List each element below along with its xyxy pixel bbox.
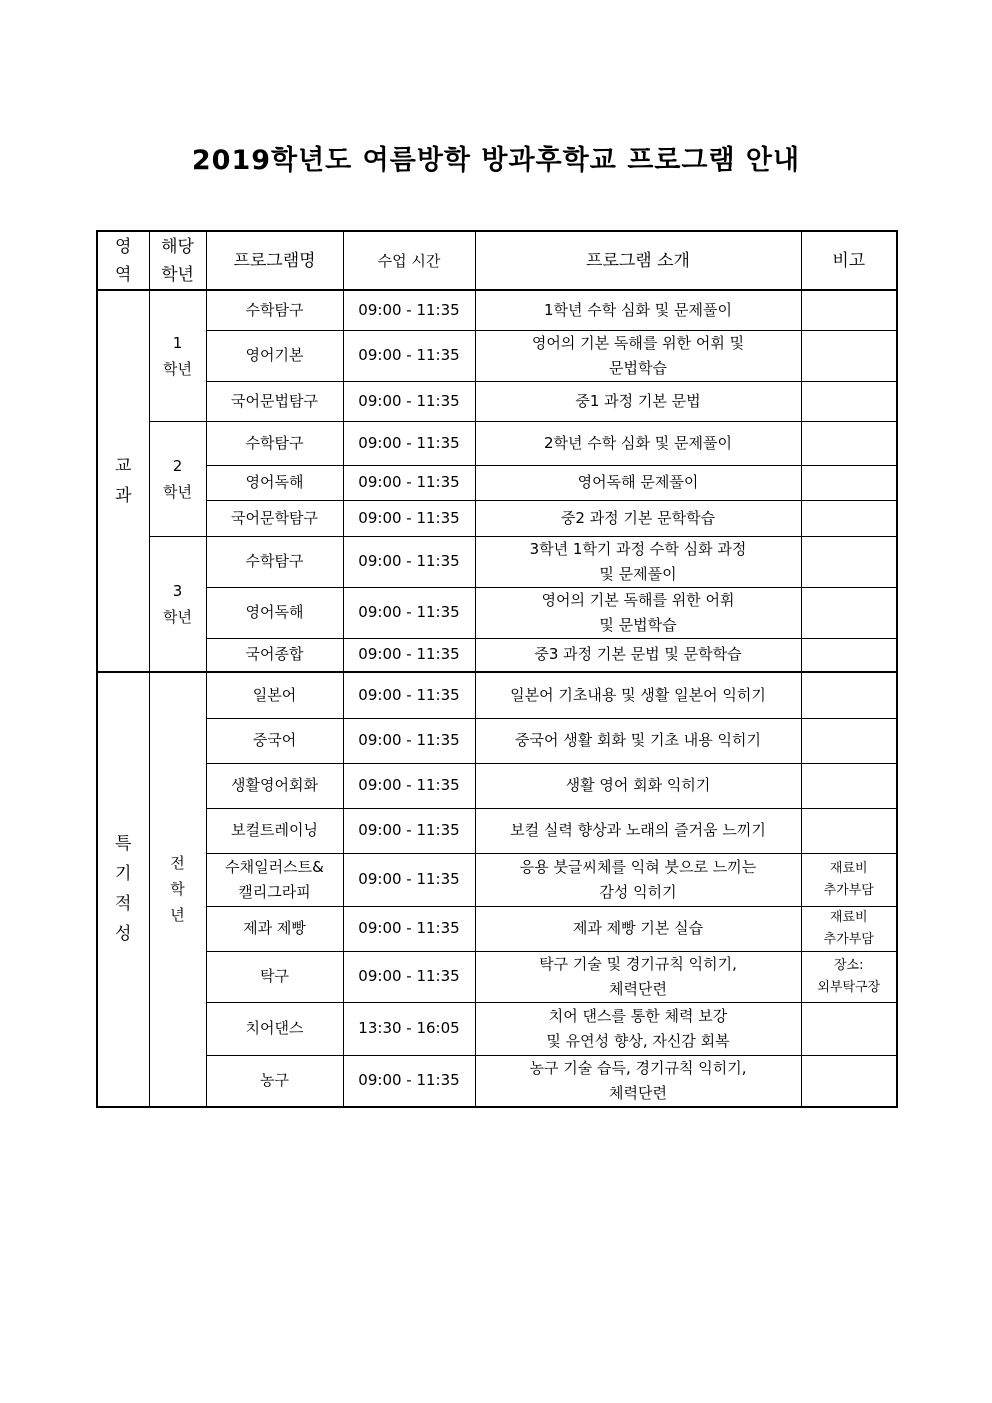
- program-intro: [475, 1002, 801, 1055]
- class-time-line: 13:30 - 16:05: [358, 1019, 460, 1037]
- program-intro-line: 보컬 실력 향상과 노래의 즐거움 느끼기: [510, 821, 766, 839]
- program-intro-line: 및 문제풀이: [599, 564, 677, 583]
- table-row: [97, 1055, 897, 1107]
- class-time: [343, 290, 475, 330]
- program-name-line: 탁구: [260, 967, 289, 985]
- class-time-line: 09:00 - 11:35: [358, 1071, 460, 1089]
- program-name: [206, 906, 343, 951]
- program-note-line: 장소:: [834, 957, 864, 973]
- class-time: [343, 808, 475, 853]
- program-name: [206, 465, 343, 500]
- table-row: [97, 808, 897, 853]
- program-note: [801, 1002, 897, 1055]
- class-time-line: 09:00 - 11:35: [358, 685, 460, 704]
- page-title: 2019학년도 여름방학 방과후학교 프로그램 안내: [191, 145, 801, 176]
- table-row: [97, 290, 897, 330]
- program-name: [206, 1002, 343, 1055]
- class-time: [343, 1002, 475, 1055]
- header-note: 비고: [801, 231, 897, 290]
- program-intro: [475, 718, 801, 763]
- header-program: 프로그램명: [206, 231, 343, 290]
- program-intro: [475, 808, 801, 853]
- class-time: [343, 330, 475, 381]
- program-intro-line: 제과 제빵 기본 실습: [572, 919, 704, 937]
- program-note-line: 재료비: [829, 860, 868, 876]
- class-time: [343, 536, 475, 587]
- program-intro: [475, 853, 801, 906]
- program-note: [801, 951, 897, 1002]
- program-note: [801, 381, 897, 421]
- table-row: [97, 638, 897, 672]
- class-time-line: 09:00 - 11:35: [358, 821, 460, 839]
- section-subject: 교 과: [97, 290, 149, 672]
- program-intro-line: 중2 과정 기본 문학학습: [560, 508, 716, 527]
- program-name-line: 캘리그라피: [238, 882, 311, 901]
- table-row: [97, 906, 897, 951]
- program-intro: [475, 290, 801, 330]
- program-intro-line: 치어 댄스를 통한 체력 보강: [548, 1006, 728, 1025]
- program-intro: [475, 1055, 801, 1107]
- program-intro: [475, 381, 801, 421]
- program-intro-line: 응용 붓글씨체를 익혀 붓으로 느끼는: [519, 857, 757, 876]
- program-intro-line: 중3 과정 기본 문법 및 문학학습: [534, 645, 742, 664]
- grade-1: 1 학년: [149, 290, 206, 421]
- program-name-line: 생활영어회화: [231, 776, 318, 794]
- table-row: [97, 381, 897, 421]
- program-intro: [475, 638, 801, 672]
- program-name-line: 수채일러스트&: [225, 857, 324, 876]
- program-note: [801, 763, 897, 808]
- program-intro: [475, 465, 801, 500]
- table-row: [97, 763, 897, 808]
- program-name-line: 영어기본: [245, 346, 304, 364]
- grade-2: 2 학년: [149, 421, 206, 536]
- class-time-line: 09:00 - 11:35: [358, 508, 460, 527]
- program-intro: [475, 906, 801, 951]
- program-note-line: 재료비: [829, 909, 868, 925]
- program-intro-line: 2학년 수학 심화 및 문제풀이: [543, 433, 732, 452]
- program-note: [801, 536, 897, 587]
- program-name-line: 국어종합: [245, 645, 304, 664]
- program-name-line: 제과 제빵: [243, 919, 306, 937]
- program-name: [206, 853, 343, 906]
- program-name: [206, 330, 343, 381]
- program-name: [206, 638, 343, 672]
- class-time-line: 09:00 - 11:35: [358, 346, 460, 364]
- table-row: [97, 951, 897, 1002]
- program-name: [206, 672, 343, 718]
- class-time: [343, 1055, 475, 1107]
- program-intro: [475, 951, 801, 1002]
- program-note: [801, 587, 897, 638]
- class-time-line: 09:00 - 11:35: [358, 473, 460, 491]
- class-time: [343, 421, 475, 465]
- program-intro-line: 및 유연성 향상, 자신감 회복: [546, 1031, 730, 1050]
- program-intro-line: 중1 과정 기본 문법: [575, 391, 701, 410]
- program-name: [206, 587, 343, 638]
- table-row: [97, 853, 897, 906]
- program-note: [801, 718, 897, 763]
- class-time-line: 09:00 - 11:35: [358, 870, 460, 888]
- program-note: [801, 672, 897, 718]
- class-time-line: 09:00 - 11:35: [358, 433, 460, 452]
- table-row: [97, 672, 897, 718]
- table-row: [97, 421, 897, 465]
- program-name: [206, 421, 343, 465]
- program-name-line: 일본어: [252, 685, 297, 704]
- program-note-line: 추가부담: [823, 882, 874, 898]
- program-note: [801, 330, 897, 381]
- program-intro: [475, 763, 801, 808]
- program-intro: [475, 330, 801, 381]
- table-row: [97, 500, 897, 536]
- class-time: [343, 381, 475, 421]
- class-time-line: 09:00 - 11:35: [358, 645, 460, 664]
- table-row: [97, 718, 897, 763]
- header-intro: 프로그램 소개: [475, 231, 801, 290]
- program-name-line: 영어독해: [245, 473, 304, 491]
- program-name-line: 수학탐구: [245, 433, 304, 452]
- class-time: [343, 853, 475, 906]
- grade-all: 전 학 년: [149, 672, 206, 1107]
- class-time: [343, 718, 475, 763]
- program-name-line: 중국어: [252, 731, 297, 749]
- program-name: [206, 536, 343, 587]
- program-intro-line: 영어독해 문제풀이: [577, 473, 699, 491]
- header-row: [97, 231, 897, 290]
- table-row: [97, 536, 897, 587]
- class-time: [343, 906, 475, 951]
- program-intro-line: 영어의 기본 독해를 위한 어휘 및: [531, 333, 745, 352]
- program-intro-line: 및 문법학습: [599, 615, 677, 634]
- program-name-line: 국어문법탐구: [231, 391, 318, 410]
- program-name: [206, 381, 343, 421]
- program-intro-line: 중국어 생활 회화 및 기초 내용 익히기: [515, 731, 761, 749]
- program-note: [801, 500, 897, 536]
- class-time-line: 09:00 - 11:35: [358, 919, 460, 937]
- class-time-line: 09:00 - 11:35: [358, 300, 460, 319]
- program-name-line: 수학탐구: [245, 552, 304, 570]
- program-intro: [475, 672, 801, 718]
- program-note-line: 추가부담: [823, 931, 874, 947]
- program-name: [206, 808, 343, 853]
- program-intro: [475, 587, 801, 638]
- program-intro-line: 감성 익히기: [599, 882, 677, 901]
- header-time: 수업 시간: [343, 231, 475, 290]
- program-name-line: 보컬트레이닝: [231, 821, 318, 839]
- program-note: [801, 465, 897, 500]
- class-time-line: 09:00 - 11:35: [358, 603, 460, 621]
- program-intro: [475, 421, 801, 465]
- program-intro: [475, 500, 801, 536]
- class-time: [343, 500, 475, 536]
- program-intro-line: 1학년 수학 심화 및 문제풀이: [543, 300, 732, 319]
- program-intro-line: 농구 기술 습득, 경기규칙 익히기,: [529, 1058, 747, 1077]
- program-name-line: 치어댄스: [245, 1019, 304, 1037]
- program-name-line: 영어독해: [245, 603, 304, 621]
- program-intro-line: 일본어 기초내용 및 생활 일본어 익히기: [510, 685, 766, 704]
- class-time-line: 09:00 - 11:35: [358, 967, 460, 985]
- program-note: [801, 808, 897, 853]
- program-note: [801, 638, 897, 672]
- program-intro-line: 생활 영어 회화 익히기: [565, 776, 711, 794]
- program-intro-line: 탁구 기술 및 경기규칙 익히기,: [539, 954, 737, 973]
- class-time: [343, 587, 475, 638]
- program-name-line: 농구: [260, 1071, 289, 1089]
- table-row: [97, 330, 897, 381]
- program-name: [206, 718, 343, 763]
- header-grade: 해당 학년: [149, 231, 206, 290]
- program-note: [801, 1055, 897, 1107]
- program-intro-line: 체력단련: [609, 1083, 667, 1102]
- class-time: [343, 465, 475, 500]
- class-time-line: 09:00 - 11:35: [358, 552, 460, 570]
- class-time: [343, 951, 475, 1002]
- class-time-line: 09:00 - 11:35: [358, 776, 460, 794]
- program-name: [206, 1055, 343, 1107]
- program-note: [801, 290, 897, 330]
- program-name: [206, 951, 343, 1002]
- class-time-line: 09:00 - 11:35: [358, 731, 460, 749]
- grade-3: 3 학년: [149, 536, 206, 672]
- class-time: [343, 638, 475, 672]
- program-name-line: 수학탐구: [245, 300, 304, 319]
- program-name: [206, 500, 343, 536]
- program-intro: [475, 536, 801, 587]
- class-time: [343, 672, 475, 718]
- program-note-line: 외부탁구장: [817, 979, 881, 995]
- program-intro-line: 문법학습: [609, 358, 667, 377]
- table-row: [97, 465, 897, 500]
- class-time: [343, 763, 475, 808]
- header-area: 영 역: [97, 231, 149, 290]
- program-name: [206, 763, 343, 808]
- table-row: [97, 1002, 897, 1055]
- program-note: [801, 421, 897, 465]
- section-aptitude: 특 기 적 성: [97, 672, 149, 1107]
- program-name: [206, 290, 343, 330]
- table-row: [97, 587, 897, 638]
- class-time-line: 09:00 - 11:35: [358, 391, 460, 410]
- program-intro-line: 체력단련: [609, 979, 667, 998]
- program-intro-line: 3학년 1학기 과정 수학 심화 과정: [529, 539, 747, 558]
- program-note: [801, 906, 897, 951]
- program-note: [801, 853, 897, 906]
- program-name-line: 국어문학탐구: [231, 508, 318, 527]
- program-table: [96, 230, 898, 1108]
- program-intro-line: 영어의 기본 독해를 위한 어휘: [541, 590, 735, 609]
